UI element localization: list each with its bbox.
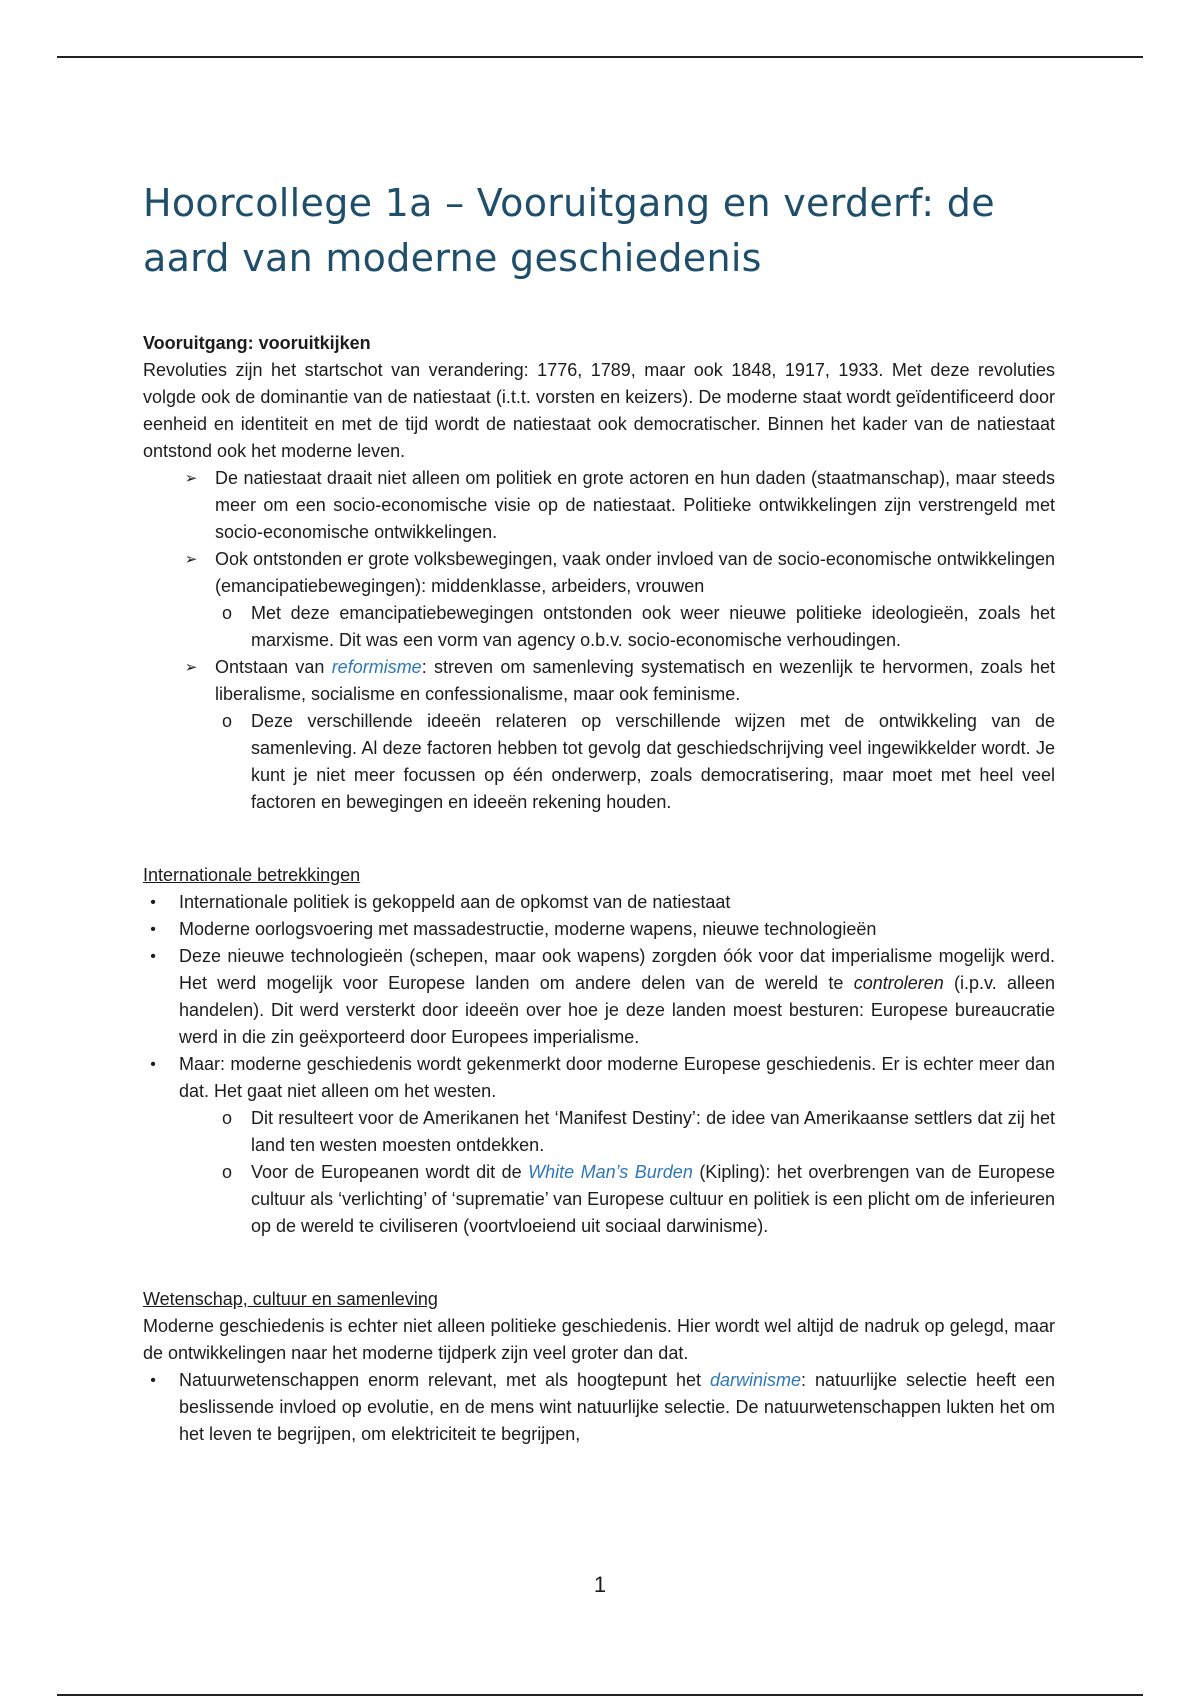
section-heading: Wetenschap, cultuur en samenleving — [143, 1289, 438, 1309]
list-item: • Internationale politiek is gekoppeld aan de opkomst van de natiestaat — [143, 889, 1055, 916]
circle-bullet-icon: o — [221, 711, 232, 731]
list-item: o Dit resulteert voor de Amerikanen het ‘Manifest Destiny’: de idee van Amerikaanse settlers dat zij het land ten westen moesten ontdekken. — [143, 1105, 1055, 1159]
term-white-mans-burden: White Man’s Burden — [528, 1162, 693, 1182]
dot-bullet-icon: • — [150, 921, 156, 938]
circle-bullet-icon: o — [221, 603, 232, 623]
section-paragraph: Moderne geschiedenis is echter niet alleen politieke geschiedenis. Hier wordt wel altijd de nadruk op gelegd, maar de ontwikkelingen naar het moderne tijdperk zijn veel groter dan dat. — [143, 1316, 1055, 1363]
dot-bullet-icon: • — [150, 948, 156, 965]
dot-bullet-icon: • — [150, 894, 156, 911]
section-heading: Vooruitgang: vooruitkijken — [143, 333, 371, 353]
page-title: Hoorcollege 1a – Vooruitgang en verderf: de aard van moderne geschiedenis — [143, 181, 995, 280]
list-item: • Deze nieuwe technologieën (schepen, maar ook wapens) zorgden óók voor dat imperialisme mogelijk werd. Het werd mogelijk voor Europese landen om andere delen van de wereld te controleren (i.p.v. alleen handelen). Dit werd versterkt door ideeën over hoe je deze landen moest besturen: Europese bureaucratie werd in die zin geëxporteerd door Europees imperialisme. — [143, 943, 1055, 1051]
list-item: ➢ De natiestaat draait niet alleen om politiek en grote actoren en hun daden (staatmanschap), maar steeds meer om een socio-economische visie op de natiestaat. Politieke ontwikkelingen zijn verstrengeld met socio-economische ontwikkelingen. — [143, 465, 1055, 546]
list-item: o Met deze emancipatiebewegingen ontstonden ook weer nieuwe politieke ideologieën, zoals het marxisme. Dit was een vorm van agency o.b.v. socio-economische verhoudingen. — [143, 600, 1055, 654]
page-number: 1 — [593, 1572, 607, 1597]
dot-bullet-icon: • — [150, 1372, 156, 1389]
list-item: • Moderne oorlogsvoering met massadestructie, moderne wapens, nieuwe technologieën — [143, 916, 1055, 943]
arrow-bullet-icon: ➢ — [184, 551, 198, 568]
term-controleren: controleren — [853, 973, 944, 993]
section-wetenschap-cultuur — [143, 1286, 1055, 1448]
circle-bullet-icon: o — [221, 1162, 232, 1182]
circle-bullet-icon: o — [221, 1108, 232, 1128]
arrow-bullet-icon: ➢ — [184, 659, 198, 676]
list-item: • Maar: moderne geschiedenis wordt gekenmerkt door moderne Europese geschiedenis. Er is echter meer dan dat. Het gaat niet alleen om het westen. — [143, 1051, 1055, 1105]
dot-bullet-icon: • — [150, 1056, 156, 1073]
list-item: • Natuurwetenschappen enorm relevant, met als hoogtepunt het darwinisme: natuurlijke selectie heeft een beslissende invloed op evolutie, en de mens wint natuurlijke selectie. De natuurwetenschappen lukten het om het leven te begrijpen, om elektriciteit te begrijpen, — [143, 1367, 1055, 1448]
term-darwinisme: darwinisme — [710, 1370, 802, 1390]
section-heading: Internationale betrekkingen — [143, 865, 361, 885]
footer-rule — [57, 1694, 1143, 1696]
bullet-list — [143, 1367, 1055, 1448]
arrow-bullet-icon: ➢ — [184, 470, 198, 487]
term-reformisme: reformisme — [331, 657, 422, 677]
section-internationale-betrekkingen — [143, 862, 1055, 1240]
section-paragraph: Revoluties zijn het startschot van verandering: 1776, 1789, maar ook 1848, 1917, 1933. Met deze revoluties volgde ook de dominantie van de natiestaat (i.t.t. vorsten en keizers). De moderne staat wordt geïdentificeerd door eenheid en identiteit en met de tijd wordt de natiestaat ook democratischer. Binnen het kader van de natiestaat ontstond ook het moderne leven. — [143, 360, 1055, 461]
section-vooruitgang — [143, 330, 1055, 816]
list-item: ➢ Ontstaan van reformisme: streven om samenleving systematisch en wezenlijk te hervormen, zoals het liberalisme, socialisme en confessionalisme, maar ook feminisme. — [143, 654, 1055, 708]
bullet-list — [143, 889, 1055, 1240]
list-item: o Voor de Europeanen wordt dit de White Man’s Burden (Kipling): het overbrengen van de Europese cultuur als ‘verlichting’ of ‘suprematie’ van Europese cultuur en politiek is een plicht om de inferieuren op de wereld te civiliseren (voortvloeiend uit sociaal darwinisme). — [143, 1159, 1055, 1240]
page-content — [143, 176, 1055, 1448]
list-item: ➢ Ook ontstonden er grote volksbewegingen, vaak onder invloed van de socio-economische ontwikkelingen (emancipatiebewegingen): middenklasse, arbeiders, vrouwen — [143, 546, 1055, 600]
header-rule — [57, 56, 1143, 58]
list-item: o Deze verschillende ideeën relateren op verschillende wijzen met de ontwikkeling van de samenleving. Al deze factoren hebben tot gevolg dat geschiedschrijving veel ingewikkelder wordt. Je kunt je niet meer focussen op één onderwerp, zoals democratisering, maar moet met heel veel factoren en bewegingen en ideeën rekening houden. — [143, 708, 1055, 816]
bullet-list — [143, 465, 1055, 816]
